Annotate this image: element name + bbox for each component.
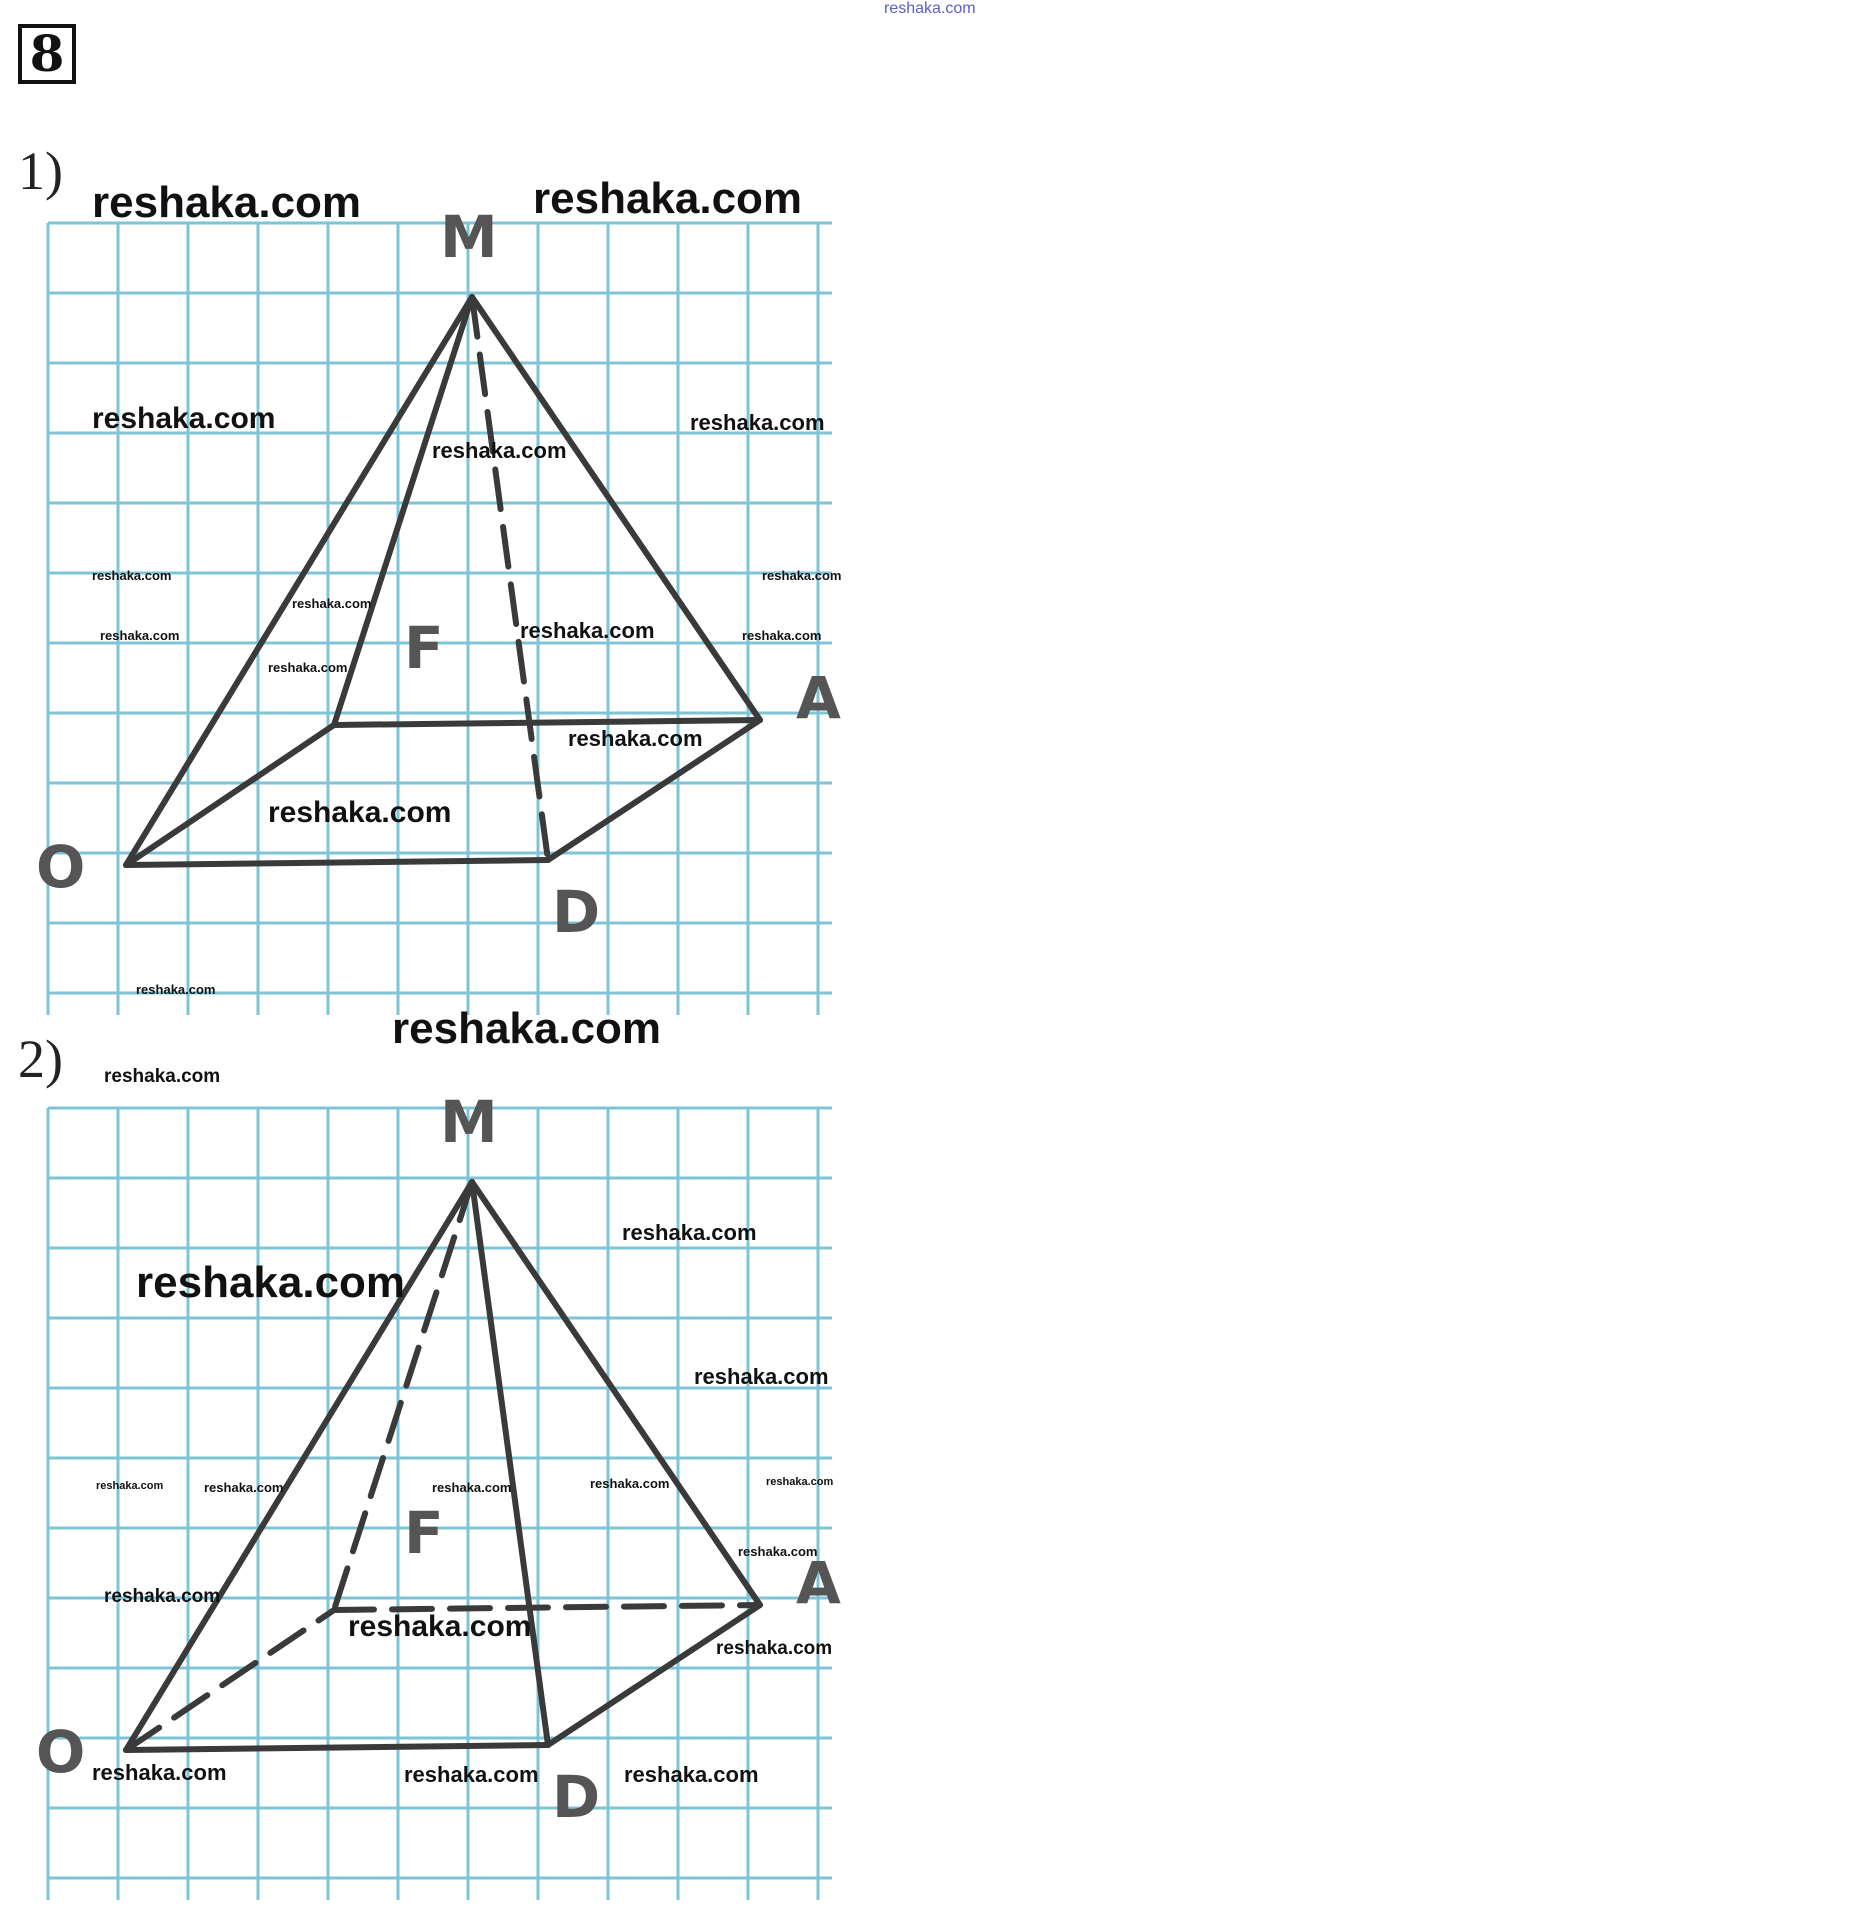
watermark: reshaka.com <box>268 660 348 675</box>
vertex-label-M: M <box>440 205 498 271</box>
problem-number-box: 8 <box>18 24 76 84</box>
edge-D-A <box>548 1605 760 1745</box>
edge-O-F-hidden <box>126 1610 334 1750</box>
edge-O-F <box>126 725 334 865</box>
edge-M-A <box>472 297 760 720</box>
watermark: reshaka.com <box>100 628 180 643</box>
part-1-label: 1) <box>18 141 63 201</box>
watermark: reshaka.com <box>136 982 216 997</box>
watermark: reshaka.com <box>92 1760 227 1785</box>
vertex-label-D: D <box>552 1763 601 1831</box>
watermark: reshaka.com <box>432 1480 512 1495</box>
watermark: reshaka.com <box>533 174 803 223</box>
watermark: reshaka.com <box>92 402 276 435</box>
watermark: reshaka.com <box>568 726 703 751</box>
watermark: reshaka.com <box>348 1610 532 1643</box>
watermark: reshaka.com <box>104 1586 221 1607</box>
watermark: reshaka.com <box>766 1476 834 1488</box>
watermark: reshaka.com <box>520 618 655 643</box>
pyramid-figure-2 <box>0 1090 860 1913</box>
watermark: reshaka.com <box>392 1004 662 1053</box>
vertex-label-M: M <box>440 1090 498 1156</box>
vertex-label-A: A <box>796 664 841 732</box>
vertex-label-F: F <box>404 614 444 682</box>
watermark: reshaka.com <box>716 1638 833 1659</box>
watermark: reshaka.com <box>432 438 567 463</box>
watermark: reshaka.com <box>104 1066 221 1087</box>
vertex-label-F: F <box>404 1499 444 1567</box>
watermark: reshaka.com <box>136 1258 406 1307</box>
watermark: reshaka.com <box>694 1364 829 1389</box>
vertex-label-D: D <box>552 878 601 946</box>
watermark: reshaka.com <box>268 796 452 829</box>
pyramid-figure-1 <box>0 205 860 1025</box>
vertex-label-A: A <box>796 1549 841 1617</box>
part-2-label: 2) <box>18 1029 63 1089</box>
vertex-label-O: O <box>36 1718 86 1786</box>
watermark: reshaka.com <box>204 1480 284 1495</box>
watermark: reshaka.com <box>404 1762 539 1787</box>
watermark: reshaka.com <box>762 568 842 583</box>
watermark: reshaka.com <box>742 628 822 643</box>
watermark: reshaka.com <box>92 568 172 583</box>
edge-M-O <box>126 297 472 865</box>
pyramid-edges <box>126 297 760 865</box>
watermark: reshaka.com <box>690 410 825 435</box>
watermark: reshaka.com <box>92 178 362 227</box>
watermark: reshaka.com <box>292 596 372 611</box>
watermark: reshaka.com <box>96 1480 164 1492</box>
watermark: reshaka.com <box>622 1220 757 1245</box>
edge-M-F <box>334 297 472 725</box>
site-header-watermark[interactable]: reshaka.com <box>884 0 976 17</box>
watermark: reshaka.com <box>590 1476 670 1491</box>
watermark: reshaka.com <box>624 1762 759 1787</box>
edge-M-F-hidden <box>334 1182 472 1610</box>
vertex-label-O: O <box>36 833 86 901</box>
watermark: reshaka.com <box>738 1544 818 1559</box>
